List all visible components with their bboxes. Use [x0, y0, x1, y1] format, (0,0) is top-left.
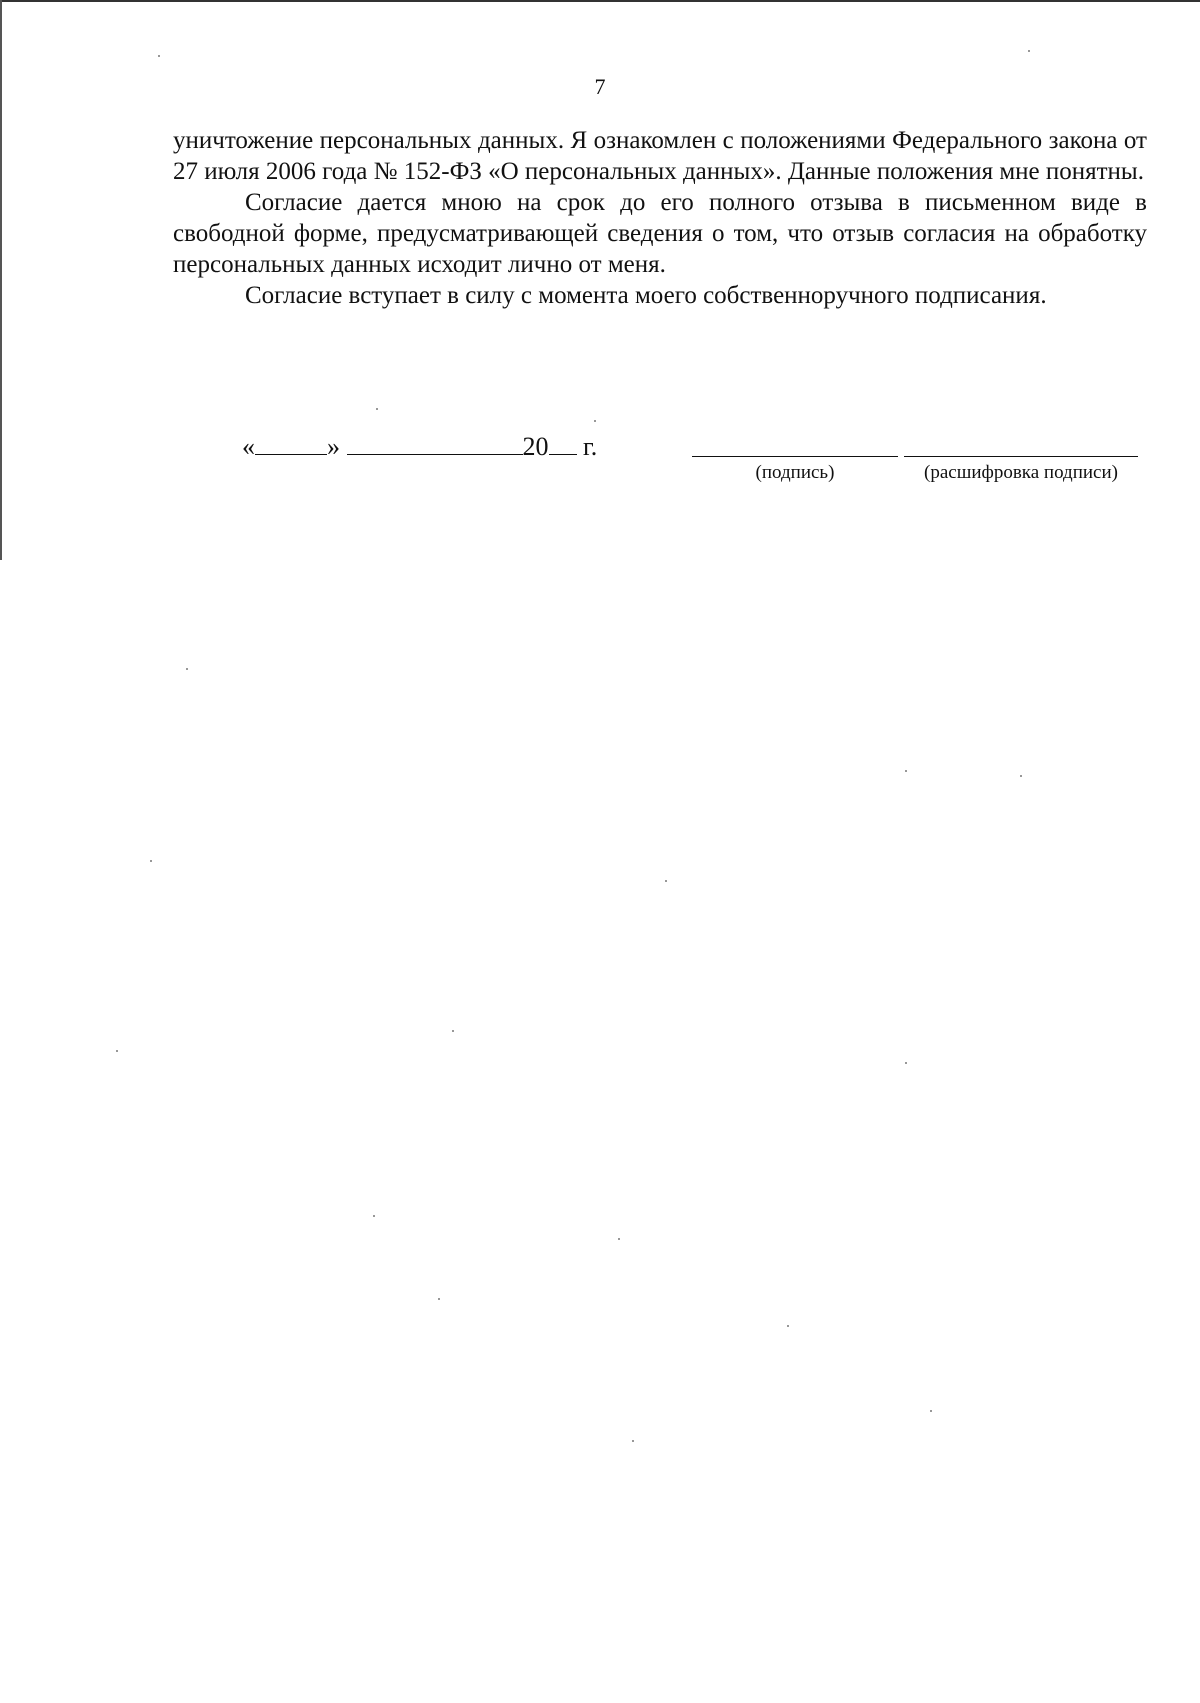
signature-line [692, 456, 898, 457]
year-prefix: 20 [522, 432, 549, 461]
signature-caption: (подпись) [755, 462, 835, 483]
scan-edge-top [0, 0, 1200, 2]
scan-speck [905, 1062, 907, 1064]
scan-speck [158, 55, 160, 57]
scan-speck [376, 408, 378, 410]
decryption-caption: (расшифровка подписи) [924, 462, 1118, 483]
year-blank [549, 432, 577, 455]
scan-speck [186, 668, 188, 670]
paragraph-consent-term: Согласие дается мною на срок до его полного отзыва в письменном виде в свободной форме, предусматривающей сведения о том, что отзыв согласия на обработку персональных данных исходит лично от меня. [173, 189, 1147, 278]
scan-speck [1020, 775, 1022, 777]
signature-row [0, 432, 1200, 492]
open-quote: « [242, 432, 255, 461]
decryption-line [904, 456, 1138, 457]
day-blank [255, 432, 327, 455]
body-text [173, 125, 1147, 311]
scan-speck [930, 1410, 932, 1412]
paragraph-continuation: уничтожение персональных данных. Я ознакомлен с положениями Федерального закона от 27 июля 2006 года № 152-ФЗ «О персональных данных». Данные положения мне понятны. [173, 127, 1147, 185]
year-suffix: г. [583, 432, 598, 461]
page-number: 7 [594, 74, 606, 99]
scan-speck [905, 770, 907, 772]
scan-speck [787, 1325, 789, 1327]
scan-speck [116, 1050, 118, 1052]
date-field [242, 432, 597, 462]
month-blank [347, 432, 523, 455]
scan-speck [632, 1440, 634, 1442]
scan-speck [452, 1030, 454, 1032]
scan-speck [373, 1215, 375, 1217]
scan-speck [665, 880, 667, 882]
scan-speck [150, 860, 152, 862]
scan-speck [594, 420, 596, 422]
scan-speck [1028, 50, 1030, 52]
close-quote: » [327, 432, 340, 461]
scan-speck [438, 1298, 440, 1300]
paragraph-consent-effective: Согласие вступает в силу с момента моего собственноручного подписания. [245, 282, 1047, 309]
scan-speck [618, 1238, 620, 1240]
